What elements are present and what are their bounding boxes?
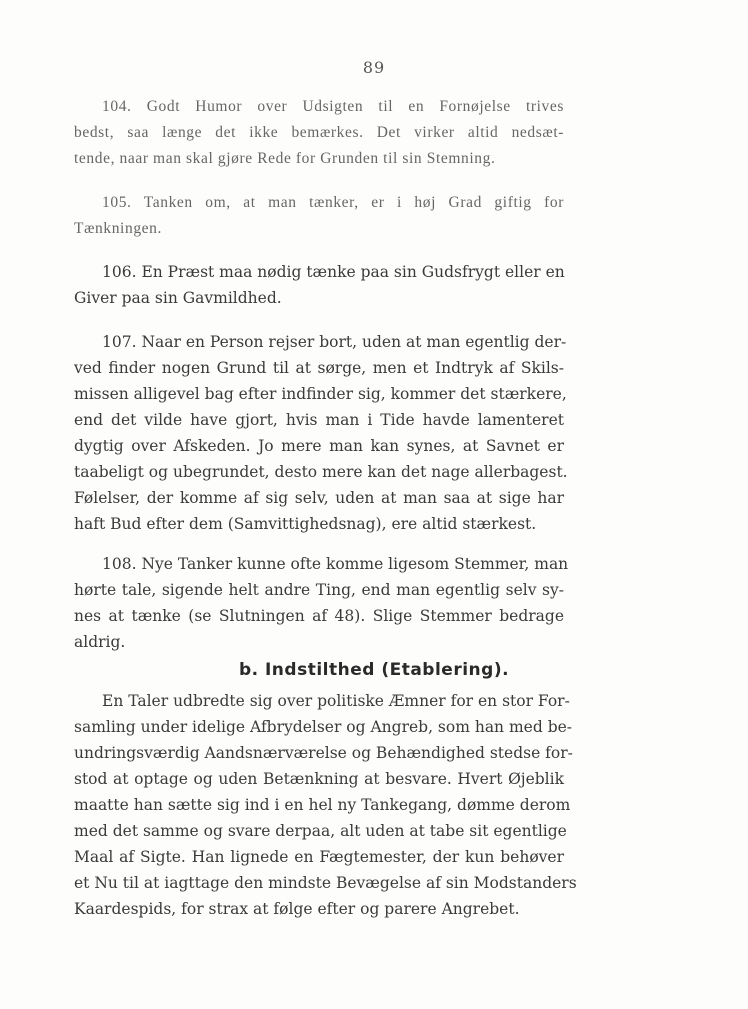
text-line: Følelser, der komme af sig selv, uden at man saa at sige har xyxy=(74,489,564,507)
text-line: dygtig over Afskeden. Jo mere man kan synes, at Savnet er xyxy=(74,437,564,455)
text-line: ved finder nogen Grund til at sørge, men et Indtryk af Skils- xyxy=(74,359,564,377)
text-line: bedst, saa længe det ikke bemærkes. Det virker altid nedsæt- xyxy=(74,124,564,141)
text-line: En Taler udbredte sig over politiske Æmner for en stor For- xyxy=(102,692,570,710)
text-line: maatte han sætte sig ind i en hel ny Tankegang, dømme derom xyxy=(74,796,571,814)
text-line: 105. Tanken om, at man tænker, er i høj Grad giftig for xyxy=(102,194,564,211)
text-line: med det samme og svare derpaa, alt uden at tabe sit egentlige xyxy=(74,822,567,840)
text-line: 108. Nye Tanker kunne ofte komme ligesom Stemmer, man xyxy=(102,555,569,573)
paragraph-106 xyxy=(74,259,564,311)
section-paragraph xyxy=(74,688,577,922)
text-line: hørte tale, sigende helt andre Ting, end man egentlig selv sy- xyxy=(74,581,564,599)
text-line: Kaardespids, for strax at følge efter og parere Angrebet. xyxy=(74,900,520,918)
paragraph-107 xyxy=(74,329,568,537)
text-line: haft Bud efter dem (Samvittighedsnag), ere altid stærkest. xyxy=(74,515,537,533)
paragraph-108 xyxy=(74,551,569,655)
text-line: Maal af Sigte. Han lignede en Fægtemester, der kun behøver xyxy=(74,848,564,866)
text-line: missen alligevel bag efter indfinder sig, kommer det stærkere, xyxy=(74,385,567,403)
text-line: aldrig. xyxy=(74,633,126,651)
paragraph-105 xyxy=(74,190,564,242)
paragraph-104 xyxy=(74,94,564,172)
text-line: stod at optage og uden Betænkning at besvare. Hvert Øjeblik xyxy=(74,770,564,788)
text-line: 104. Godt Humor over Udsigten til en Fornøjelse trives xyxy=(102,98,564,115)
text-line: 107. Naar en Person rejser bort, uden at man egentlig der- xyxy=(102,333,567,351)
text-line: 106. En Præst maa nødig tænke paa sin Gudsfrygt eller en xyxy=(102,263,565,281)
text-line: samling under idelige Afbrydelser og Angreb, som han med be- xyxy=(74,718,573,736)
text-line: Giver paa sin Gavmildhed. xyxy=(74,289,282,307)
text-line: taabeligt og ubegrundet, desto mere kan det nage allerbagest. xyxy=(74,463,568,481)
text-line: Tænkningen. xyxy=(74,220,162,237)
text-line: undringsværdig Aandsnærværelse og Behændighed stedse for- xyxy=(74,744,573,762)
text-line: tende, naar man skal gjøre Rede for Grunden til sin Stemning. xyxy=(74,150,496,167)
page-number: 89 xyxy=(362,58,386,77)
section-heading: b. Indstilthed (Etablering). xyxy=(238,660,510,680)
text-line: et Nu til at iagttage den mindste Bevægelse af sin Modstanders xyxy=(74,874,577,892)
text-line: nes at tænke (se Slutningen af 48). Slige Stemmer bedrage xyxy=(74,607,564,625)
text-line: end det vilde have gjort, hvis man i Tide havde lamenteret xyxy=(74,411,564,429)
